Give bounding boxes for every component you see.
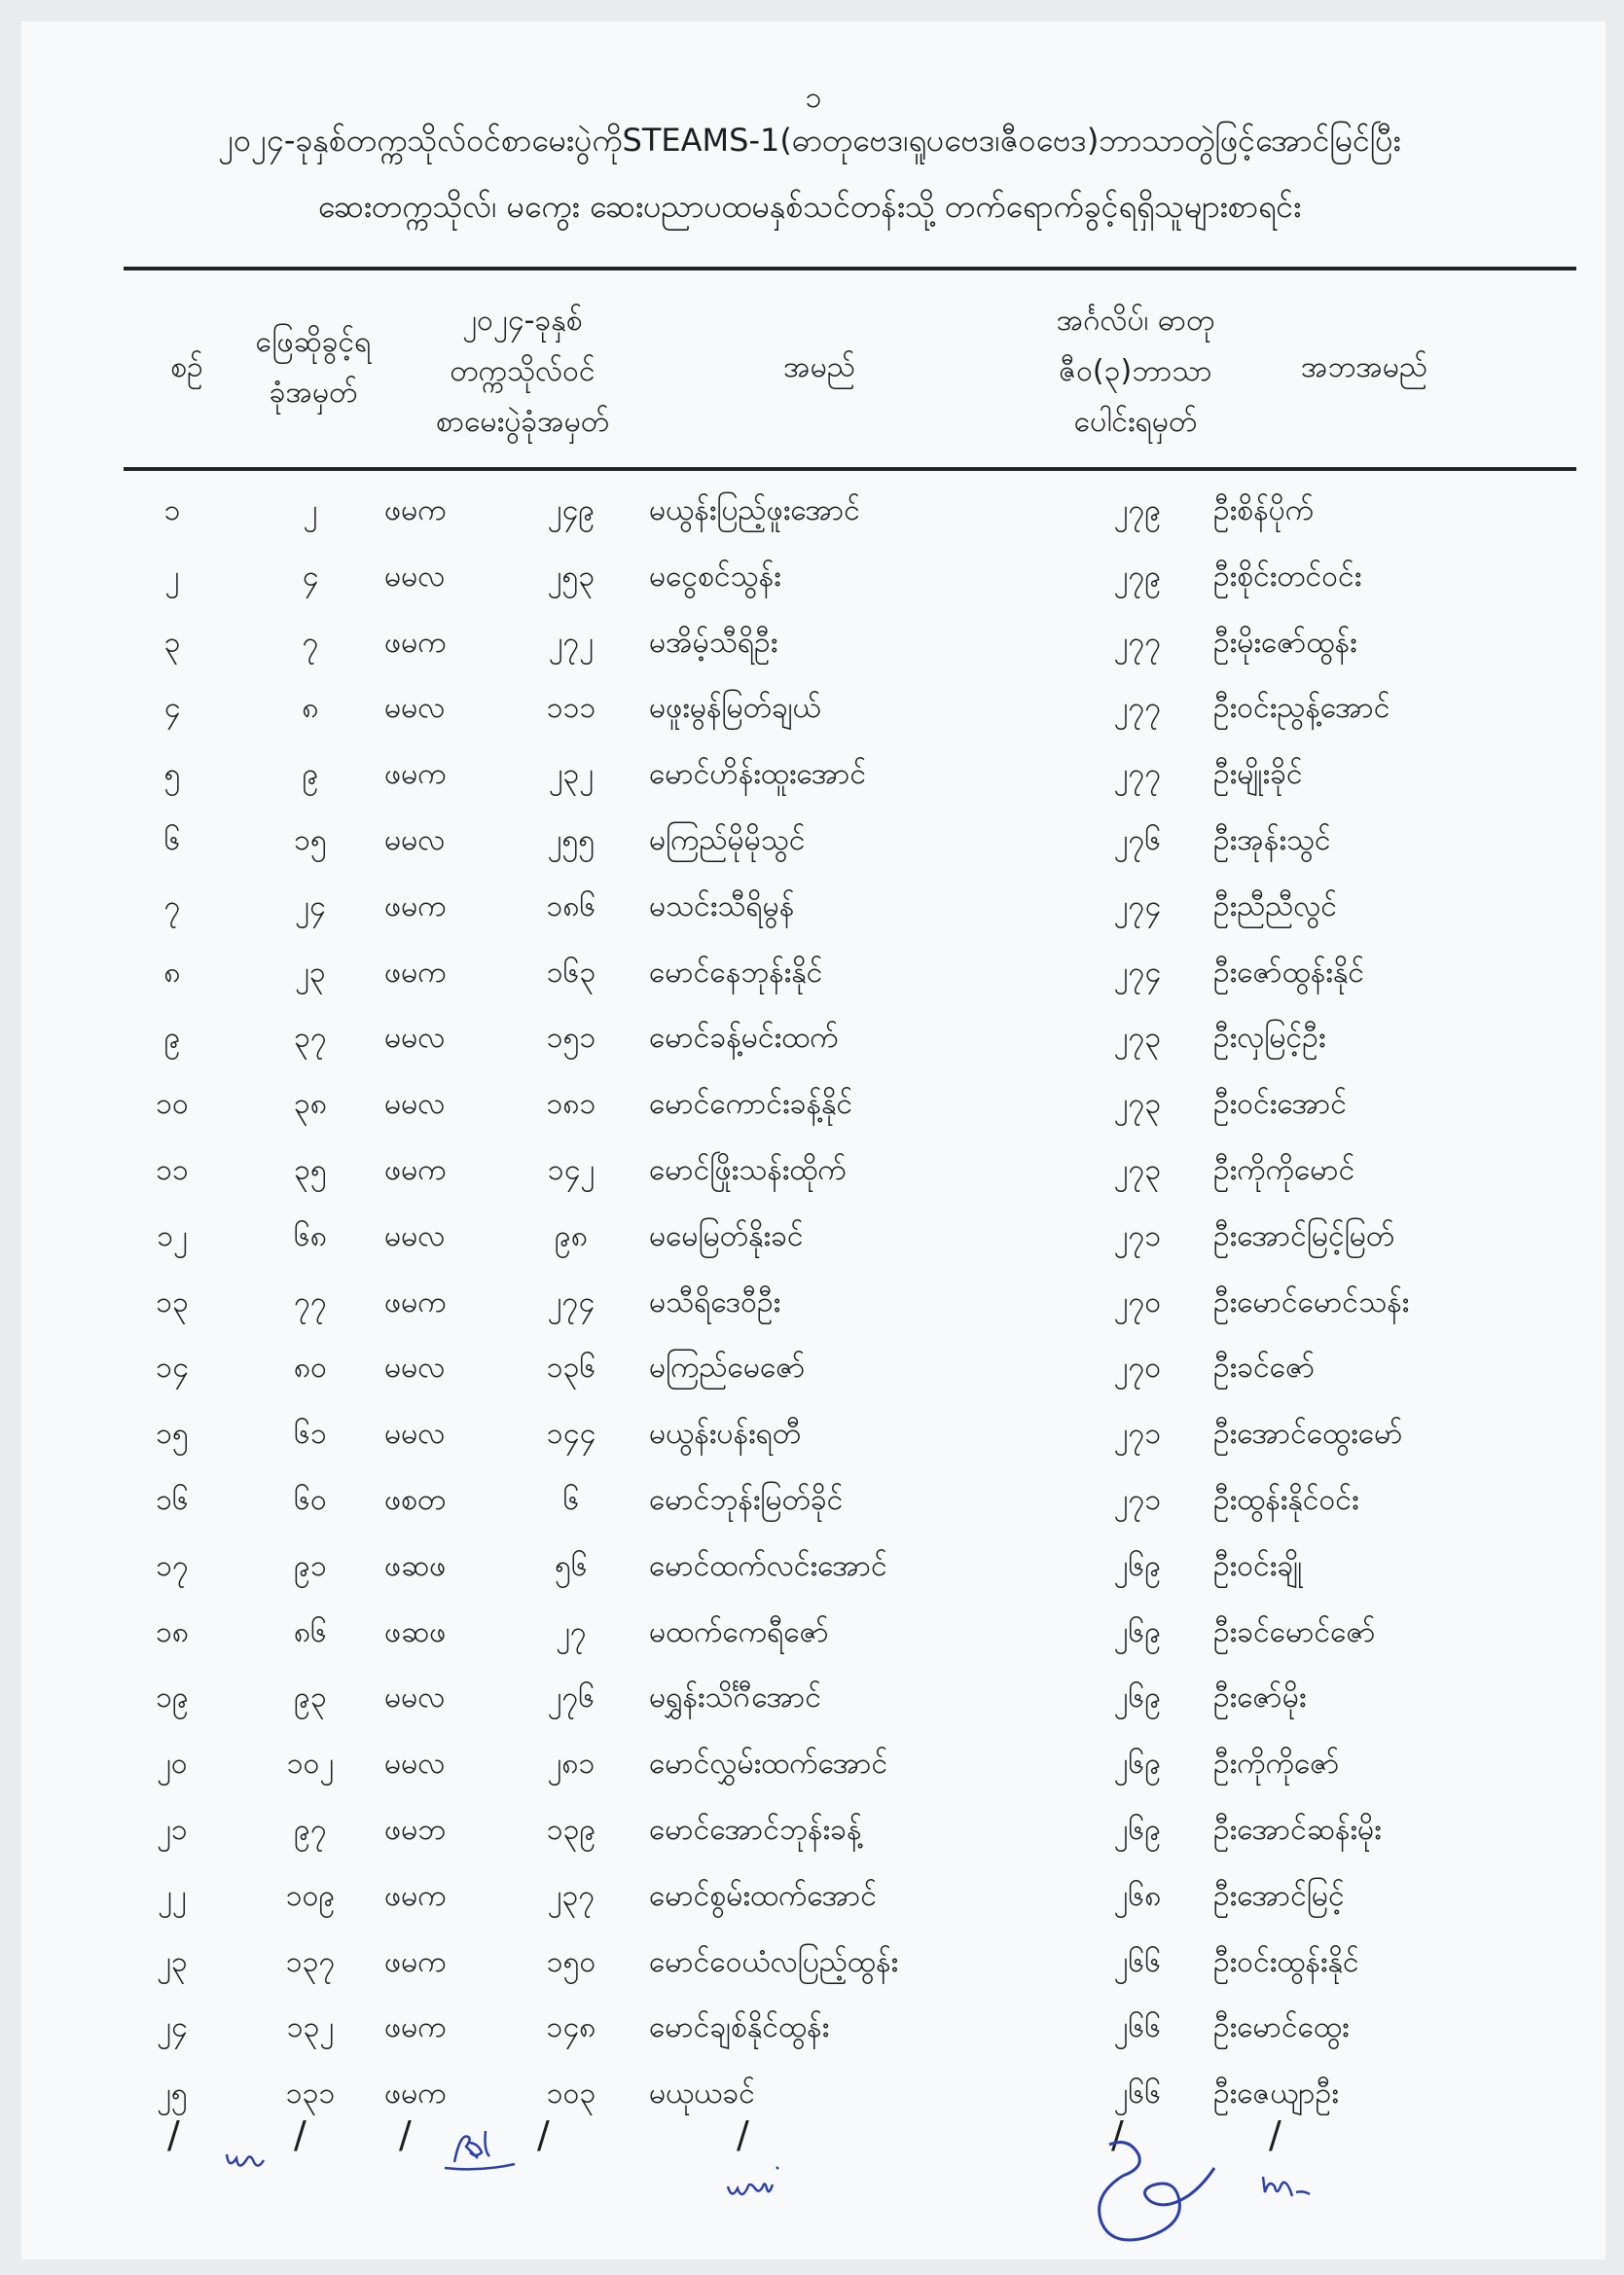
cell-score: ၂၇၉ bbox=[1113, 559, 1162, 594]
cell-name: မောင်ခန့်မင်းထက် bbox=[649, 1021, 839, 1056]
cell-father-name: ဦးကိုကိုမောင် bbox=[1213, 1152, 1355, 1187]
cell-score: ၂၆၉ bbox=[1113, 1548, 1162, 1583]
cell-serial-no: ၅ bbox=[163, 757, 181, 792]
cell-serial-no: ၉ bbox=[163, 1021, 181, 1056]
cell-matric-prefix: မမလ bbox=[384, 1021, 446, 1056]
cell-matric-prefix: ဖမက bbox=[384, 2076, 447, 2112]
cell-serial-no: ၇ bbox=[163, 888, 181, 923]
cell-serial-no: ၂၀ bbox=[157, 1747, 188, 1782]
cell-score: ၂၇၁ bbox=[1113, 1218, 1162, 1253]
header-score-line-2: ဇီဝ(၃)ဘာသာ bbox=[1059, 354, 1212, 388]
cell-name: မကြည်မိုမိုသွင် bbox=[649, 822, 806, 857]
cell-name: မကြည်မေဇော် bbox=[649, 1351, 806, 1386]
cell-father-name: ဦးအုန်းသွင် bbox=[1213, 822, 1331, 857]
cell-exam-seat-no: ၂၃ bbox=[295, 955, 326, 990]
cell-matric-prefix: မမလ bbox=[384, 1680, 446, 1715]
cell-matric-no: ၁၃၆ bbox=[546, 1351, 596, 1386]
cell-matric-no: ၁၈၆ bbox=[546, 888, 596, 923]
cell-father-name: ဦးခင်ဇော် bbox=[1213, 1351, 1316, 1386]
cell-matric-prefix: ဖမက bbox=[384, 1878, 447, 1913]
cell-serial-no: ၃ bbox=[163, 625, 181, 660]
cell-exam-seat-no: ၆၁ bbox=[294, 1417, 327, 1452]
cell-exam-seat-no: ၁၀၉ bbox=[285, 1878, 336, 1913]
table-row bbox=[21, 1216, 1606, 1282]
table-row bbox=[21, 490, 1606, 557]
cell-name: မသီရိဒေဝီဦး bbox=[649, 1284, 781, 1319]
cell-name: မောင်ဝေယံလပြည့်ထွန်း bbox=[649, 1944, 899, 1979]
header-matric-line-1: ၂၀၂၄-ခုနှစ် bbox=[462, 304, 583, 338]
cell-serial-no: ၈ bbox=[163, 955, 181, 990]
cell-name: မရွှန်းသိင်္ဂီအောင် bbox=[649, 1680, 821, 1715]
cell-name: မောင်အောင်ဘုန်းခန့် bbox=[649, 1812, 862, 1847]
cell-exam-seat-no: ၁၃၇ bbox=[285, 1944, 336, 1979]
header-matric-line-2: တက္ကသိုလ်ဝင် bbox=[450, 354, 595, 388]
cell-matric-no: ၁၈၁ bbox=[546, 1087, 596, 1122]
cell-matric-prefix: ဖမက bbox=[384, 1152, 447, 1187]
cell-exam-seat-no: ၃၈ bbox=[293, 1087, 327, 1122]
cell-score: ၂၇၄ bbox=[1113, 955, 1162, 990]
cell-score: ၂၇၉ bbox=[1113, 493, 1162, 527]
cell-father-name: ဦးခင်မောင်ဇော် bbox=[1213, 1614, 1376, 1649]
cell-matric-prefix: မမလ bbox=[384, 559, 446, 594]
cell-exam-seat-no: ၃၅ bbox=[294, 1152, 327, 1187]
cell-matric-no: ၂၇၂ bbox=[548, 625, 595, 660]
cell-exam-seat-no: ၁၃၁ bbox=[285, 2076, 336, 2112]
table-top-rule bbox=[124, 267, 1576, 271]
verification-slash: / bbox=[737, 2113, 749, 2156]
cell-name: မဖူးမွန်မြတ်ချယ် bbox=[649, 691, 821, 726]
signature-initials-2 bbox=[435, 2123, 523, 2182]
cell-serial-no: ၁၃ bbox=[156, 1284, 189, 1319]
cell-score: ၂၆၉ bbox=[1113, 1680, 1162, 1715]
cell-matric-no: ၂၅၅ bbox=[547, 822, 595, 857]
cell-father-name: ဦးဝင်းညွန့်အောင် bbox=[1213, 691, 1390, 726]
cell-serial-no: ၂ bbox=[164, 559, 180, 594]
cell-exam-seat-no: ၈၀ bbox=[293, 1351, 327, 1386]
cell-matric-no: ၂၃၂ bbox=[548, 757, 595, 792]
table-row bbox=[21, 1612, 1606, 1679]
cell-exam-seat-no: ၆၈ bbox=[293, 1218, 327, 1253]
table-row bbox=[21, 557, 1606, 623]
table-row bbox=[21, 1150, 1606, 1216]
header-matric-seat-no bbox=[401, 296, 644, 448]
cell-father-name: ဦးမောင်မောင်သန်း bbox=[1213, 1284, 1410, 1319]
cell-name: မယွန်းပန်းရတီ bbox=[649, 1417, 802, 1452]
table-row bbox=[21, 1876, 1606, 1942]
cell-exam-seat-no: ၄ bbox=[302, 559, 319, 594]
cell-name: မောင်စွမ်းထက်အောင် bbox=[649, 1878, 878, 1913]
cell-exam-seat-no: ၈ bbox=[302, 691, 319, 726]
cell-matric-prefix: မမလ bbox=[384, 691, 446, 726]
cell-score: ၂၆၉ bbox=[1113, 1812, 1162, 1847]
cell-matric-no: ၂၇ bbox=[556, 1614, 587, 1649]
cell-matric-prefix: ဖမက bbox=[384, 757, 447, 792]
cell-score: ၂၇၇ bbox=[1113, 625, 1162, 660]
header-score-line-3: ပေါင်းရမှတ် bbox=[1073, 405, 1198, 439]
cell-exam-seat-no: ၉ bbox=[302, 757, 319, 792]
cell-matric-no: ၁၅၀ bbox=[546, 1944, 596, 1979]
signature-initials-3 bbox=[722, 2157, 790, 2216]
cell-father-name: ဦးမောင်ထွေး bbox=[1213, 2010, 1350, 2045]
cell-score: ၂၇၃ bbox=[1113, 1021, 1162, 1056]
signature-initials-4 bbox=[1257, 2167, 1316, 2201]
cell-matric-no: ၁၀၃ bbox=[546, 2076, 596, 2112]
cell-name: မထက်ကေရီဇော် bbox=[649, 1614, 829, 1649]
cell-father-name: ဦးဇော်ထွန်းနိုင် bbox=[1213, 955, 1365, 990]
table-row bbox=[21, 953, 1606, 1019]
cell-matric-prefix: ဖမက bbox=[384, 1944, 447, 1979]
table-row bbox=[21, 623, 1606, 689]
cell-serial-no: ၂၅ bbox=[157, 2076, 188, 2112]
table-row bbox=[21, 886, 1606, 953]
cell-serial-no: ၁ bbox=[163, 493, 181, 527]
cell-serial-no: ၁၉ bbox=[156, 1680, 189, 1715]
cell-matric-no: ၂၅၃ bbox=[547, 559, 595, 594]
cell-score: ၂၇၁ bbox=[1113, 1417, 1162, 1452]
table-row bbox=[21, 1348, 1606, 1414]
header-father-name: အဘအမည် bbox=[1300, 350, 1428, 384]
cell-matric-no: ၁၆၃ bbox=[546, 955, 596, 990]
cell-name: မောင်လွှမ်းထက်အောင် bbox=[649, 1747, 888, 1782]
cell-score: ၂၇၁ bbox=[1113, 1482, 1162, 1517]
cell-serial-no: ၂၂ bbox=[158, 1878, 187, 1913]
cell-father-name: ဦးညီညီလွင် bbox=[1213, 888, 1338, 923]
cell-exam-seat-no: ၉၁ bbox=[294, 1548, 327, 1583]
cell-matric-no: ၉၈ bbox=[554, 1218, 588, 1253]
cell-name: မသင်းသီရိမွန် bbox=[649, 888, 795, 923]
cell-matric-prefix: ဖဆဖ bbox=[384, 1614, 447, 1649]
cell-matric-no: ၂၇၄ bbox=[547, 1284, 595, 1319]
cell-exam-seat-no: ၃၇ bbox=[294, 1021, 327, 1056]
cell-matric-prefix: ဖဆဖ bbox=[384, 1548, 447, 1583]
cell-name: မယုယခင် bbox=[649, 2076, 755, 2112]
cell-matric-prefix: မမလ bbox=[384, 1351, 446, 1386]
cell-matric-prefix: ဖမဘ bbox=[384, 1812, 447, 1847]
signature-handwritten bbox=[1082, 2123, 1218, 2250]
header-serial-no: စဉ် bbox=[170, 350, 203, 384]
cell-exam-seat-no: ၇ bbox=[302, 625, 319, 660]
cell-father-name: ဦးအောင်မြင့် bbox=[1213, 1878, 1345, 1913]
cell-matric-prefix: မမလ bbox=[384, 1087, 446, 1122]
verification-slash: / bbox=[399, 2113, 412, 2156]
cell-exam-seat-no: ၉၇ bbox=[294, 1812, 327, 1847]
cell-father-name: ဦးအောင်ဆန်းမိုး bbox=[1213, 1812, 1382, 1847]
cell-score: ၂၇၇ bbox=[1113, 757, 1162, 792]
table-row bbox=[21, 1282, 1606, 1349]
table-row bbox=[21, 2007, 1606, 2074]
header-exam-seat-no-line-2: ခုံအမှတ် bbox=[269, 376, 358, 410]
header-exam-seat-no-line-1: ဖြေဆိုခွင့်ရ bbox=[255, 325, 372, 359]
cell-exam-seat-no: ၁၀၂ bbox=[286, 1747, 335, 1782]
cell-name: မငွေစင်သွန်း bbox=[649, 559, 781, 594]
cell-matric-no: ၂၈၁ bbox=[547, 1747, 595, 1782]
cell-exam-seat-no: ၂၄ bbox=[295, 888, 326, 923]
table-row bbox=[21, 1678, 1606, 1744]
cell-name: မောင်ထက်လင်းအောင် bbox=[649, 1548, 887, 1583]
cell-serial-no: ၁၇ bbox=[156, 1548, 189, 1583]
cell-matric-no: ၁၁၁ bbox=[546, 691, 596, 726]
cell-score: ၂၇၀ bbox=[1113, 1284, 1162, 1319]
cell-score: ၂၆၉ bbox=[1113, 1747, 1162, 1782]
cell-exam-seat-no: ၆၀ bbox=[294, 1482, 327, 1517]
cell-matric-no: ၁၃၉ bbox=[546, 1812, 596, 1847]
document-page bbox=[21, 21, 1606, 2259]
verification-slash: / bbox=[167, 2113, 180, 2156]
cell-score: ၂၇၇ bbox=[1113, 691, 1162, 726]
table-row bbox=[21, 688, 1606, 754]
cell-matric-no: ၁၄၂ bbox=[547, 1152, 595, 1187]
cell-exam-seat-no: ၉၃ bbox=[294, 1680, 327, 1715]
cell-father-name: ဦးစိန်ပိုက် bbox=[1213, 493, 1315, 527]
cell-score: ၂၆၈ bbox=[1113, 1878, 1162, 1913]
cell-matric-prefix: ဖမက bbox=[384, 2010, 447, 2045]
cell-matric-prefix: မမလ bbox=[384, 1747, 446, 1782]
cell-serial-no: ၂၁ bbox=[157, 1812, 188, 1847]
cell-father-name: ဦးမိုးဇော်ထွန်း bbox=[1213, 625, 1357, 660]
verification-slash: / bbox=[537, 2113, 550, 2156]
cell-serial-no: ၆ bbox=[163, 822, 181, 857]
cell-name: မယွန်းပြည့်ဖူးအောင် bbox=[649, 493, 860, 527]
table-row bbox=[21, 1414, 1606, 1480]
cell-name: မအိမ့်သီရိဦး bbox=[649, 625, 778, 660]
cell-exam-seat-no: ၂ bbox=[303, 493, 318, 527]
document-title-line-2: ဆေးတက္ကသိုလ်၊ မကွေး ဆေးပညာပထမနှစ်သင်တန်းသို့ တက်ရောက်ခွင့်ရရှိသူများစာရင်း bbox=[317, 188, 1302, 225]
cell-exam-seat-no: ၁၃၂ bbox=[286, 2010, 335, 2045]
header-name: အမည် bbox=[783, 350, 855, 384]
table-row bbox=[21, 1942, 1606, 2008]
table-row bbox=[21, 1480, 1606, 1546]
cell-score: ၂၆၆ bbox=[1113, 1944, 1162, 1979]
cell-father-name: ဦးအောင်မြင့်မြတ် bbox=[1213, 1218, 1395, 1253]
cell-name: မောင်ဘုန်းမြတ်ခိုင် bbox=[649, 1482, 844, 1517]
cell-father-name: ဦးဝင်းထွန်းနိုင် bbox=[1213, 1944, 1359, 1979]
cell-serial-no: ၂၄ bbox=[157, 2010, 188, 2045]
cell-exam-seat-no: ၈၆ bbox=[293, 1614, 327, 1649]
cell-matric-no: ၅၆ bbox=[555, 1548, 588, 1583]
cell-father-name: ဦးဝင်းချို bbox=[1213, 1548, 1303, 1583]
cell-matric-no: ၂၃၇ bbox=[547, 1878, 595, 1913]
cell-father-name: ဦးလှမြင့်ဦး bbox=[1213, 1021, 1326, 1056]
cell-matric-no: ၁၄၈ bbox=[546, 2010, 596, 2045]
table-row bbox=[21, 1744, 1606, 1810]
cell-matric-prefix: ဖမက bbox=[384, 625, 447, 660]
cell-father-name: ဦးဇော်မိုး bbox=[1213, 1680, 1307, 1715]
signature-initials-1 bbox=[221, 2141, 279, 2180]
cell-matric-prefix: ဖစတ bbox=[384, 1482, 447, 1517]
cell-score: ၂၆၆ bbox=[1113, 2076, 1162, 2112]
cell-score: ၂၆၉ bbox=[1113, 1614, 1162, 1649]
cell-father-name: ဦးမျိုးခိုင် bbox=[1213, 757, 1303, 792]
cell-serial-no: ၁၄ bbox=[156, 1351, 189, 1386]
cell-matric-prefix: မမလ bbox=[384, 1417, 446, 1452]
table-row bbox=[21, 1084, 1606, 1150]
cell-father-name: ဦးစိုင်းတင်ဝင်း bbox=[1213, 559, 1362, 594]
cell-matric-no: ၁၅၁ bbox=[546, 1021, 596, 1056]
page-number: ၁ bbox=[805, 81, 822, 115]
cell-matric-no: ၂၄၉ bbox=[547, 493, 595, 527]
table-row bbox=[21, 1018, 1606, 1084]
cell-score: ၂၇၃ bbox=[1113, 1152, 1162, 1187]
cell-serial-no: ၁၀ bbox=[156, 1087, 189, 1122]
cell-father-name: ဦးထွန်းနိုင်ဝင်း bbox=[1213, 1482, 1359, 1517]
header-total-score bbox=[1024, 296, 1247, 448]
cell-name: မောင်ဟိန်းထူးအောင် bbox=[649, 757, 867, 792]
table-body bbox=[21, 490, 1606, 2140]
cell-serial-no: ၂၃ bbox=[157, 1944, 188, 1979]
cell-serial-no: ၄ bbox=[163, 691, 181, 726]
cell-matric-no: ၂၇၆ bbox=[547, 1680, 595, 1715]
table-row bbox=[21, 1810, 1606, 1876]
cell-score: ၂၇၀ bbox=[1113, 1351, 1162, 1386]
cell-matric-prefix: ဖမက bbox=[384, 888, 447, 923]
table-header-rule bbox=[124, 467, 1576, 471]
cell-serial-no: ၁၁ bbox=[156, 1152, 189, 1187]
table-row bbox=[21, 754, 1606, 820]
cell-serial-no: ၁၂ bbox=[157, 1218, 188, 1253]
header-exam-seat-no bbox=[235, 317, 391, 418]
document-title-line-1: ၂၀၂၄-ခုနှစ်တက္ကသိုလ်ဝင်စာမေးပွဲကိုSTEAMS-1(ဓာတုဗေဒ၊ရူပဗေဒ၊ဇီဝဗေဒ)ဘာသာတွဲဖြင့်အောင်မြင်ပြီး bbox=[218, 122, 1401, 159]
header-matric-line-3: စာမေးပွဲခုံအမှတ် bbox=[435, 405, 610, 439]
cell-score: ၂၆၆ bbox=[1113, 2010, 1162, 2045]
cell-name: မောင်ကောင်းခန့်နိုင် bbox=[649, 1087, 853, 1122]
cell-matric-no: ၆ bbox=[562, 1482, 580, 1517]
table-row bbox=[21, 1546, 1606, 1612]
cell-score: ၂၇၃ bbox=[1113, 1087, 1162, 1122]
verification-slash: / bbox=[1269, 2113, 1281, 2156]
cell-matric-no: ၁၄၄ bbox=[546, 1417, 596, 1452]
cell-score: ၂၇၆ bbox=[1113, 822, 1162, 857]
cell-father-name: ဦးဇေယျာဦး bbox=[1213, 2076, 1339, 2112]
header-score-line-1: အင်္ဂလိပ်၊ ဓာတု bbox=[1056, 304, 1215, 338]
cell-name: မောင်ချစ်နိုင်ထွန်း bbox=[649, 2010, 830, 2045]
verification-slash: / bbox=[294, 2113, 307, 2156]
cell-exam-seat-no: ၁၅ bbox=[294, 822, 327, 857]
verification-slash: / bbox=[1111, 2113, 1124, 2156]
cell-serial-no: ၁၈ bbox=[155, 1614, 189, 1649]
cell-matric-prefix: မမလ bbox=[384, 1218, 446, 1253]
cell-serial-no: ၁၆ bbox=[156, 1482, 189, 1517]
cell-father-name: ဦးအောင်ထွေးမော် bbox=[1213, 1417, 1403, 1452]
cell-name: မောင်ဖြိုးသန်းထိုက် bbox=[649, 1152, 847, 1187]
cell-matric-prefix: ဖမက bbox=[384, 493, 447, 527]
cell-name: မောင်နေဘုန်းနိုင် bbox=[649, 955, 823, 990]
cell-name: မမေမြတ်နိုးခင် bbox=[649, 1218, 804, 1253]
cell-serial-no: ၁၅ bbox=[156, 1417, 189, 1452]
cell-matric-prefix: ဖမက bbox=[384, 1284, 447, 1319]
cell-father-name: ဦးဝင်းအောင် bbox=[1213, 1087, 1347, 1122]
cell-father-name: ဦးကိုကိုဇော် bbox=[1213, 1747, 1340, 1782]
cell-exam-seat-no: ၇၇ bbox=[294, 1284, 327, 1319]
cell-matric-prefix: မမလ bbox=[384, 822, 446, 857]
cell-score: ၂၇၄ bbox=[1113, 888, 1162, 923]
cell-matric-prefix: ဖမက bbox=[384, 955, 447, 990]
table-row bbox=[21, 820, 1606, 886]
